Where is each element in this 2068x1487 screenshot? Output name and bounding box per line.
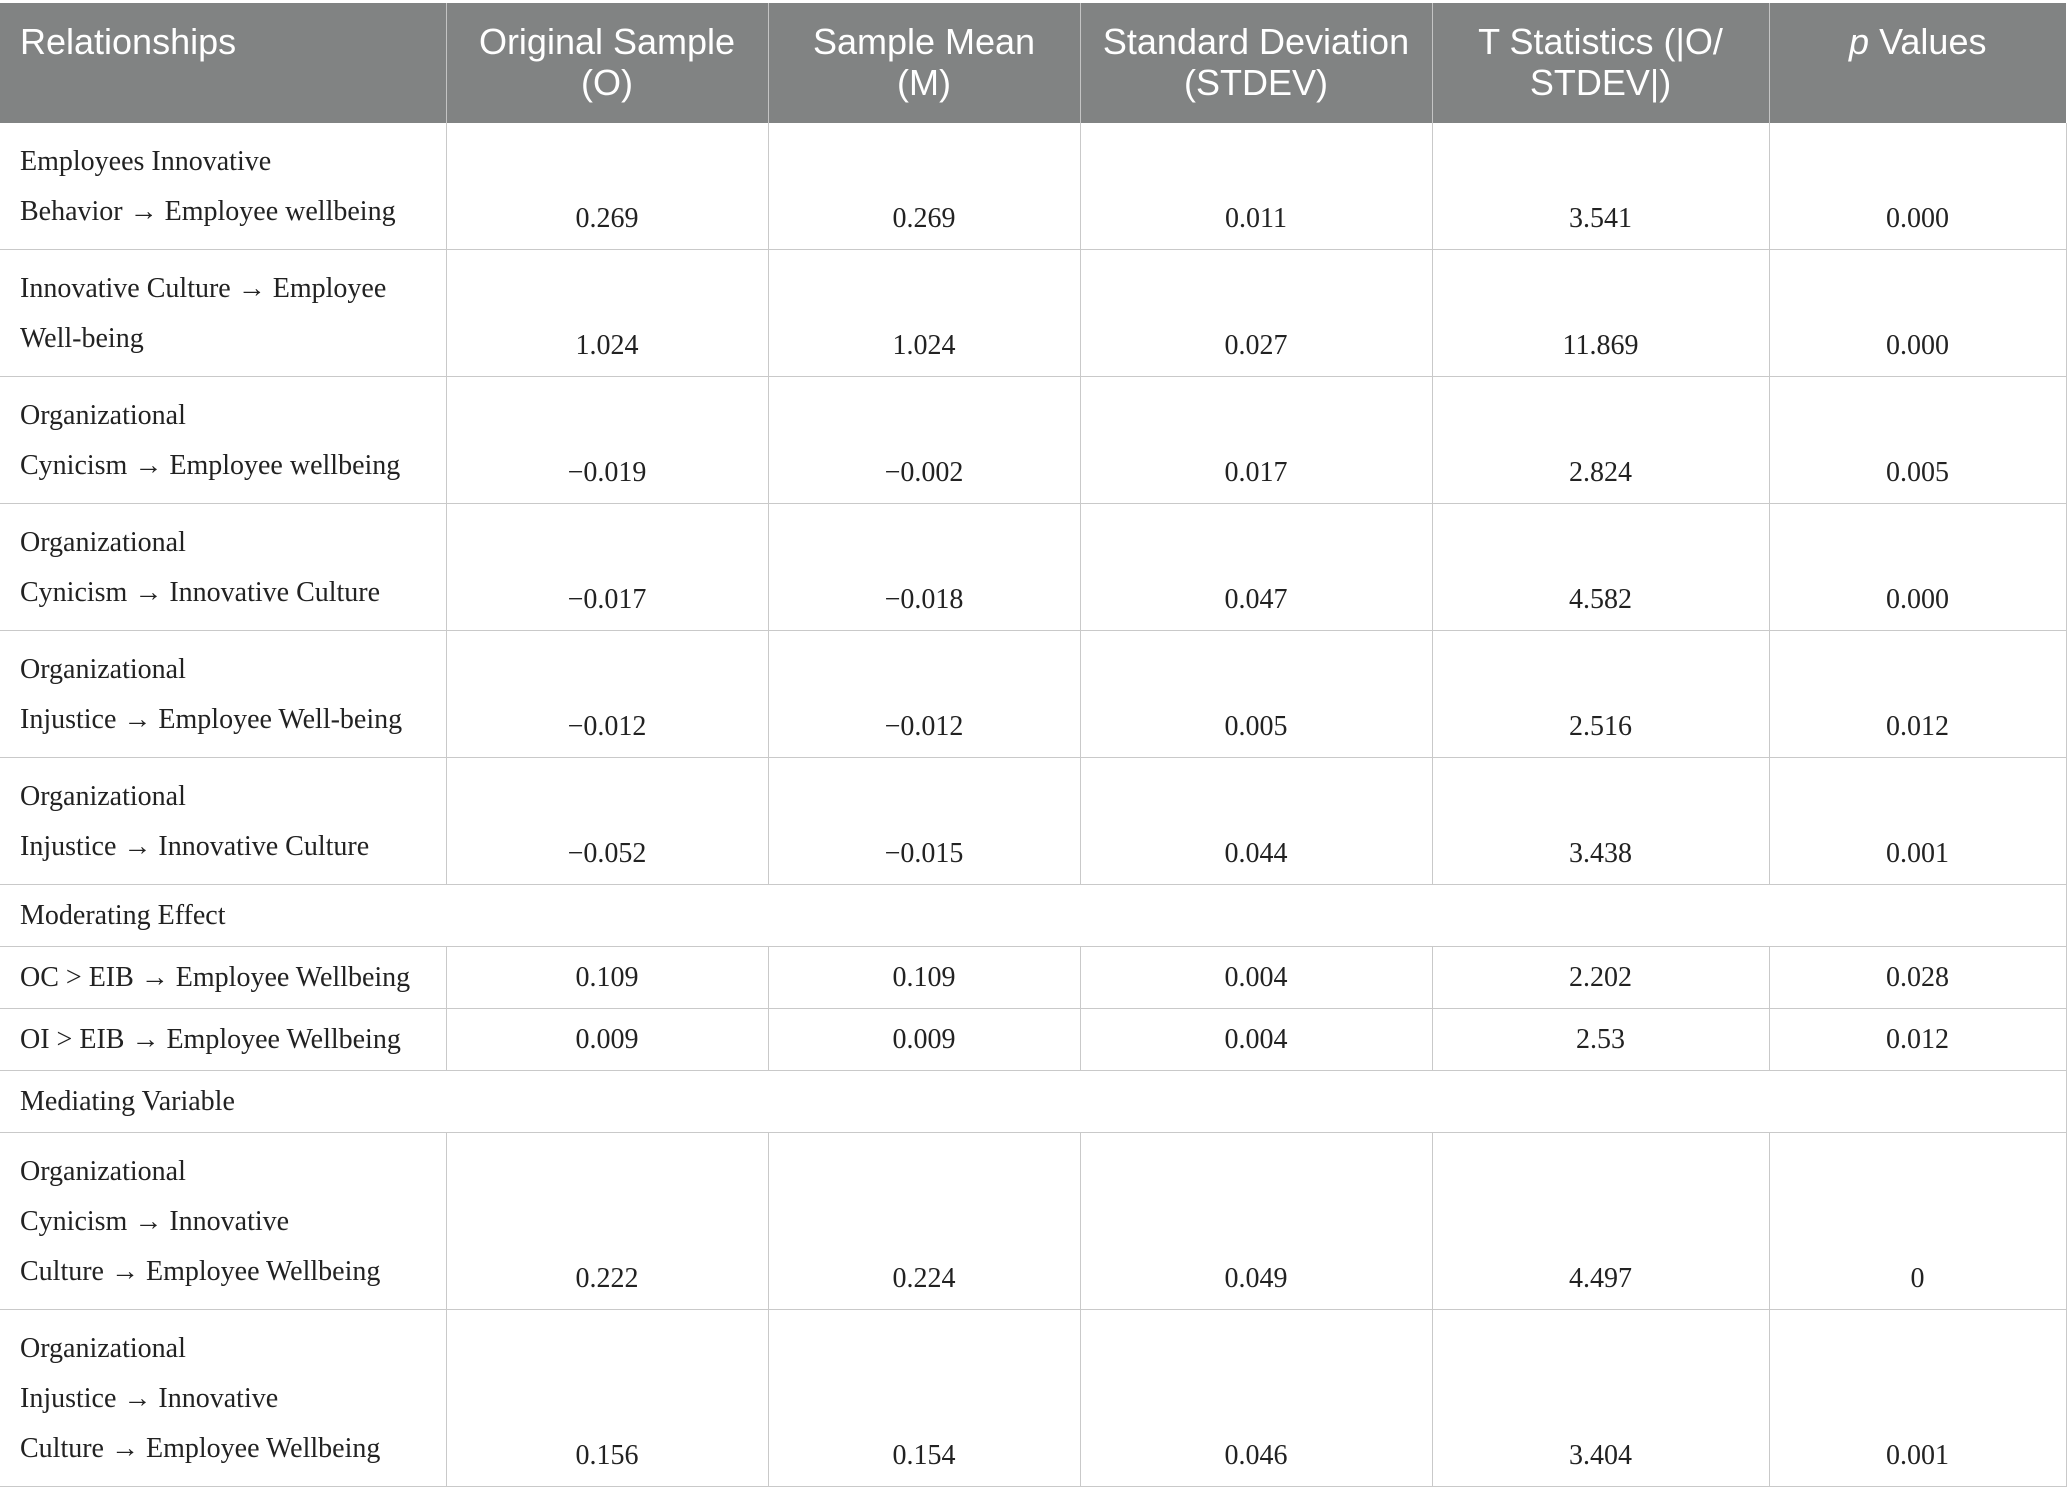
table-row [0, 631, 2066, 758]
relationship-line: Organizational [20, 1156, 186, 1187]
t-statistic-cell: 3.404 [1432, 1310, 1769, 1487]
results-table-container [0, 3, 2068, 1487]
header-t-statistics: T Statistics (|O/ STDEV|) [1432, 3, 1769, 123]
p-value-cell: 0.001 [1769, 758, 2066, 885]
table-row [0, 1133, 2066, 1310]
relationship-line: Innovative Culture → Employee [20, 273, 387, 304]
p-value-cell: 0.001 [1769, 1310, 2066, 1487]
original-sample-cell: −0.017 [446, 504, 768, 631]
t-statistic-cell: 2.824 [1432, 377, 1769, 504]
original-sample-cell: 0.009 [446, 1009, 768, 1071]
header-p-values-label: Values [1869, 21, 1987, 62]
sample-mean-cell: −0.002 [768, 377, 1080, 504]
relationship-line: Culture → Employee Wellbeing [20, 1256, 381, 1287]
t-statistic-cell: 2.202 [1432, 947, 1769, 1009]
relationship-cell [0, 504, 446, 631]
section-label-mediating: Mediating Variable [0, 1071, 2066, 1133]
t-statistic-cell: 3.541 [1432, 123, 1769, 250]
t-statistic-cell: 11.869 [1432, 250, 1769, 377]
relationship-line: Injustice → Innovative Culture [20, 831, 370, 862]
table-row [0, 377, 2066, 504]
original-sample-cell: 0.156 [446, 1310, 768, 1487]
original-sample-cell: 0.269 [446, 123, 768, 250]
header-relationships: Relationships [0, 3, 446, 123]
relationship-cell [0, 758, 446, 885]
stdev-cell: 0.044 [1080, 758, 1432, 885]
sample-mean-cell: −0.012 [768, 631, 1080, 758]
section-label-moderating: Moderating Effect [0, 885, 2066, 947]
relationship-line: Organizational [20, 781, 186, 812]
table-row [0, 123, 2066, 250]
relationship-line: Well-being [20, 323, 144, 354]
sample-mean-cell: −0.015 [768, 758, 1080, 885]
stdev-cell: 0.046 [1080, 1310, 1432, 1487]
section-row-mediating [0, 1071, 2066, 1133]
t-statistic-cell: 4.497 [1432, 1133, 1769, 1310]
p-value-cell: 0.028 [1769, 947, 2066, 1009]
relationship-line: Behavior → Employee wellbeing [20, 196, 396, 227]
relationship-line: Cynicism → Employee wellbeing [20, 450, 401, 481]
sample-mean-cell: 0.009 [768, 1009, 1080, 1071]
sample-mean-cell: 1.024 [768, 250, 1080, 377]
stdev-cell: 0.011 [1080, 123, 1432, 250]
stdev-cell: 0.027 [1080, 250, 1432, 377]
relationship-cell [0, 250, 446, 377]
original-sample-cell: 1.024 [446, 250, 768, 377]
relationship-line: Injustice → Employee Well-being [20, 704, 403, 735]
sample-mean-cell: −0.018 [768, 504, 1080, 631]
p-value-cell: 0.000 [1769, 123, 2066, 250]
stdev-cell: 0.004 [1080, 1009, 1432, 1071]
table-row [0, 1310, 2066, 1487]
relationship-cell: OI > EIB → Employee Wellbeing [0, 1009, 446, 1071]
header-standard-deviation: Standard Deviation (STDEV) [1080, 3, 1432, 123]
relationship-cell [0, 631, 446, 758]
relationship-cell [0, 1133, 446, 1310]
sample-mean-cell: 0.224 [768, 1133, 1080, 1310]
relationship-cell [0, 123, 446, 250]
relationship-line: Organizational [20, 400, 186, 431]
relationship-line: Employees Innovative [20, 146, 272, 177]
stdev-cell: 0.047 [1080, 504, 1432, 631]
header-original-sample: Original Sample (O) [446, 3, 768, 123]
relationship-line: Cynicism → Innovative Culture [20, 577, 381, 608]
t-statistic-cell: 3.438 [1432, 758, 1769, 885]
relationship-line: Injustice → Innovative [20, 1383, 279, 1414]
sample-mean-cell: 0.269 [768, 123, 1080, 250]
relationship-cell: OC > EIB → Employee Wellbeing [0, 947, 446, 1009]
p-value-cell: 0.005 [1769, 377, 2066, 504]
stdev-cell: 0.005 [1080, 631, 1432, 758]
t-statistic-cell: 4.582 [1432, 504, 1769, 631]
sample-mean-cell: 0.109 [768, 947, 1080, 1009]
stdev-cell: 0.017 [1080, 377, 1432, 504]
table-row [0, 504, 2066, 631]
table-row [0, 1009, 2066, 1071]
relationship-line: Culture → Employee Wellbeing [20, 1433, 381, 1464]
table-row [0, 758, 2066, 885]
table-body [0, 123, 2066, 1487]
stdev-cell: 0.004 [1080, 947, 1432, 1009]
section-row-moderating [0, 885, 2066, 947]
p-value-cell: 0.012 [1769, 631, 2066, 758]
header-sample-mean: Sample Mean (M) [768, 3, 1080, 123]
p-value-cell: 0.000 [1769, 504, 2066, 631]
t-statistic-cell: 2.53 [1432, 1009, 1769, 1071]
header-p-values [1769, 3, 2066, 123]
t-statistic-cell: 2.516 [1432, 631, 1769, 758]
relationship-line: Organizational [20, 1333, 186, 1364]
results-table [0, 3, 2067, 1487]
relationship-cell [0, 1310, 446, 1487]
relationship-cell [0, 377, 446, 504]
original-sample-cell: 0.222 [446, 1133, 768, 1310]
p-value-cell: 0.012 [1769, 1009, 2066, 1071]
relationship-line: Cynicism → Innovative [20, 1206, 290, 1237]
original-sample-cell: −0.052 [446, 758, 768, 885]
header-p-letter: p [1849, 21, 1870, 62]
relationship-line: Organizational [20, 654, 186, 685]
original-sample-cell: −0.012 [446, 631, 768, 758]
stdev-cell: 0.049 [1080, 1133, 1432, 1310]
table-row [0, 947, 2066, 1009]
sample-mean-cell: 0.154 [768, 1310, 1080, 1487]
header-row [0, 3, 2066, 123]
original-sample-cell: −0.019 [446, 377, 768, 504]
p-value-cell: 0.000 [1769, 250, 2066, 377]
table-row [0, 250, 2066, 377]
p-value-cell: 0 [1769, 1133, 2066, 1310]
relationship-line: Organizational [20, 527, 186, 558]
original-sample-cell: 0.109 [446, 947, 768, 1009]
table-header [0, 3, 2066, 123]
